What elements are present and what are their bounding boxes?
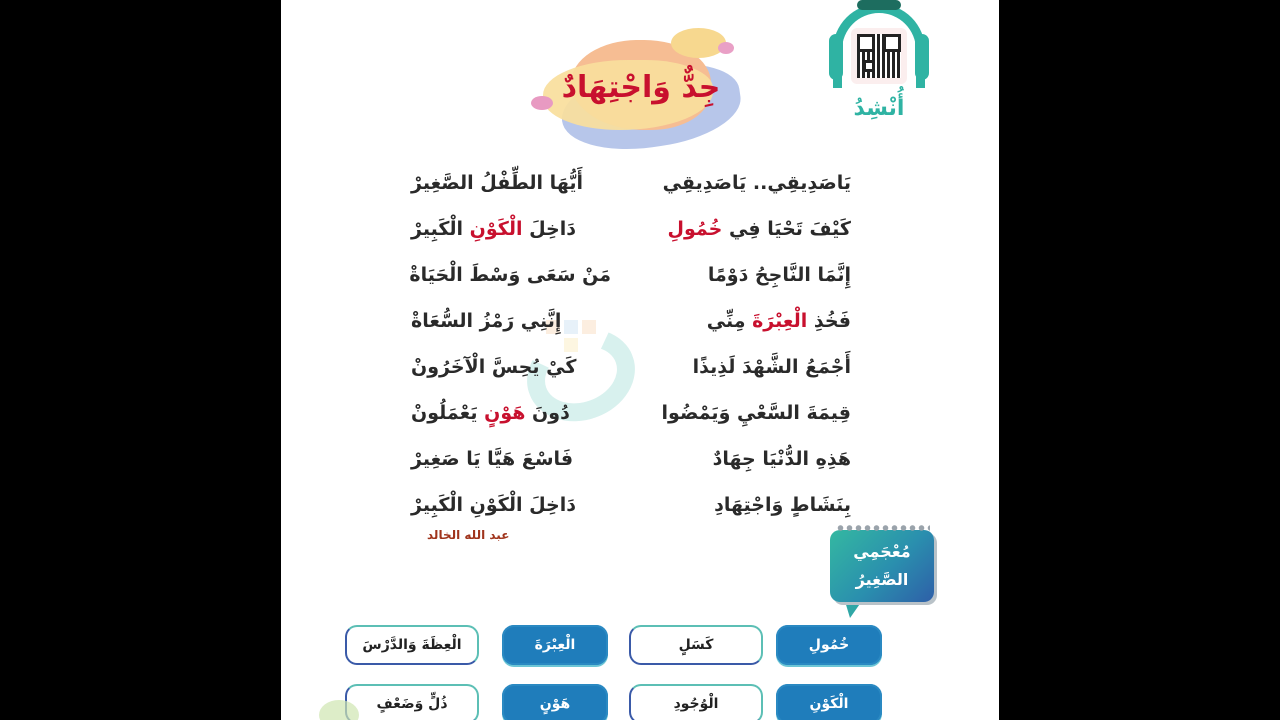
dictionary-label-line1: مُعْجَمِي (853, 542, 911, 561)
highlighted-word: خُمُولِ (667, 218, 723, 240)
audio-qr-link[interactable] (829, 0, 929, 130)
poem-line (411, 390, 611, 436)
decorative-blob (671, 28, 726, 58)
qr-code[interactable] (851, 28, 907, 84)
poem-text: فَخُذِ (807, 310, 851, 332)
poem-line (661, 436, 851, 482)
poem-text: فَاسْعَ هَيَّا يَا صَغِيرْ (411, 448, 574, 470)
lesson-title-banner (531, 22, 751, 147)
poem-text: مَنْ سَعَى وَسْطَ الْحَيَاةْ (409, 264, 611, 286)
poem-line (411, 206, 611, 252)
headphone-cup-icon (829, 34, 843, 80)
poem-text: يَاصَدِيقِي.. يَاصَدِيقِي (662, 172, 851, 194)
poem-line (411, 436, 611, 482)
qr-code-icon (857, 34, 901, 78)
poem-line (661, 252, 851, 298)
poem-line (411, 344, 611, 390)
vocab-word: الْعِبْرَةَ (502, 625, 608, 665)
poem-left-column (411, 160, 611, 528)
poem-text: الْكَبِيرْ (411, 218, 470, 240)
poem-line (661, 344, 851, 390)
dictionary-label-line2: الصَّغِيرُ (855, 570, 909, 589)
poem-line (661, 482, 851, 528)
poem-text: كَيْ يُحِسَّ الْآخَرُونْ (411, 356, 577, 378)
highlighted-word: الْكَوْنِ (469, 218, 523, 240)
vocab-meaning: الْعِظَةَ وَالدَّرْسَ (345, 625, 479, 665)
poem-text: إِنَّنِي رَمْزُ السُّعَاةْ (411, 310, 562, 332)
poem-line (411, 482, 611, 528)
textbook-page (281, 0, 999, 720)
headphones-band-icon (857, 0, 901, 10)
highlighted-word: هَوْنٍ (484, 402, 526, 424)
poem-text: دُونَ (525, 402, 570, 424)
recite-label: أُنْشِدُ (853, 96, 905, 121)
vocab-word: خُمُولِ (776, 625, 882, 665)
vocab-meaning: ذُلٍّ وَضَعْفٍ (345, 684, 479, 720)
poem-text: دَاخِلَ الْكَوْنِ الْكَبِيرْ (411, 494, 576, 516)
poem-line (411, 298, 611, 344)
my-dictionary-badge (826, 522, 938, 622)
poem-line (411, 252, 611, 298)
poem-author: عبد الله الخالد (427, 528, 510, 542)
poem-text: يَعْمَلُونْ (411, 402, 485, 424)
headphone-cup-icon (915, 34, 929, 80)
vocab-word: هَوْنٍ (502, 684, 608, 720)
highlighted-word: الْعِبْرَةَ (752, 310, 808, 332)
poem-text: مِنِّي (706, 310, 753, 332)
poem-text: قِيمَةَ السَّعْيِ وَيَمْضُوا (661, 402, 851, 424)
poem-line (661, 390, 851, 436)
poem-line (661, 298, 851, 344)
poem-text: أَجْمَعُ الشَّهْدَ لَذِيذًا (692, 356, 851, 378)
poem-text: أَيُّهَا الطِّفْلُ الصَّغِيرْ (411, 172, 584, 194)
poem-text: بِنَشَاطٍ وَاجْتِهَادِ (714, 494, 851, 516)
poem-text: دَاخِلَ (522, 218, 577, 240)
poem-line (661, 160, 851, 206)
poem-text: هَذِهِ الدُّنْيَا جِهَادٌ (712, 448, 851, 470)
poem-text: كَيْفَ تَحْيَا فِي (722, 218, 851, 240)
spiral-rings-icon (836, 522, 930, 534)
lesson-title: جِدٌّ وَاجْتِهَادٌ (561, 70, 721, 105)
poem-right-column (661, 160, 851, 528)
poem-line (411, 160, 611, 206)
decorative-blob (718, 42, 734, 54)
vocab-word: الْكَوْنِ (776, 684, 882, 720)
poem-text: إِنَّمَا النَّاجِحُ دَوْمًا (707, 264, 851, 286)
vocab-meaning: الْوُجُودِ (629, 684, 763, 720)
poem-line (661, 206, 851, 252)
vocab-meaning: كَسَلٍ (629, 625, 763, 665)
